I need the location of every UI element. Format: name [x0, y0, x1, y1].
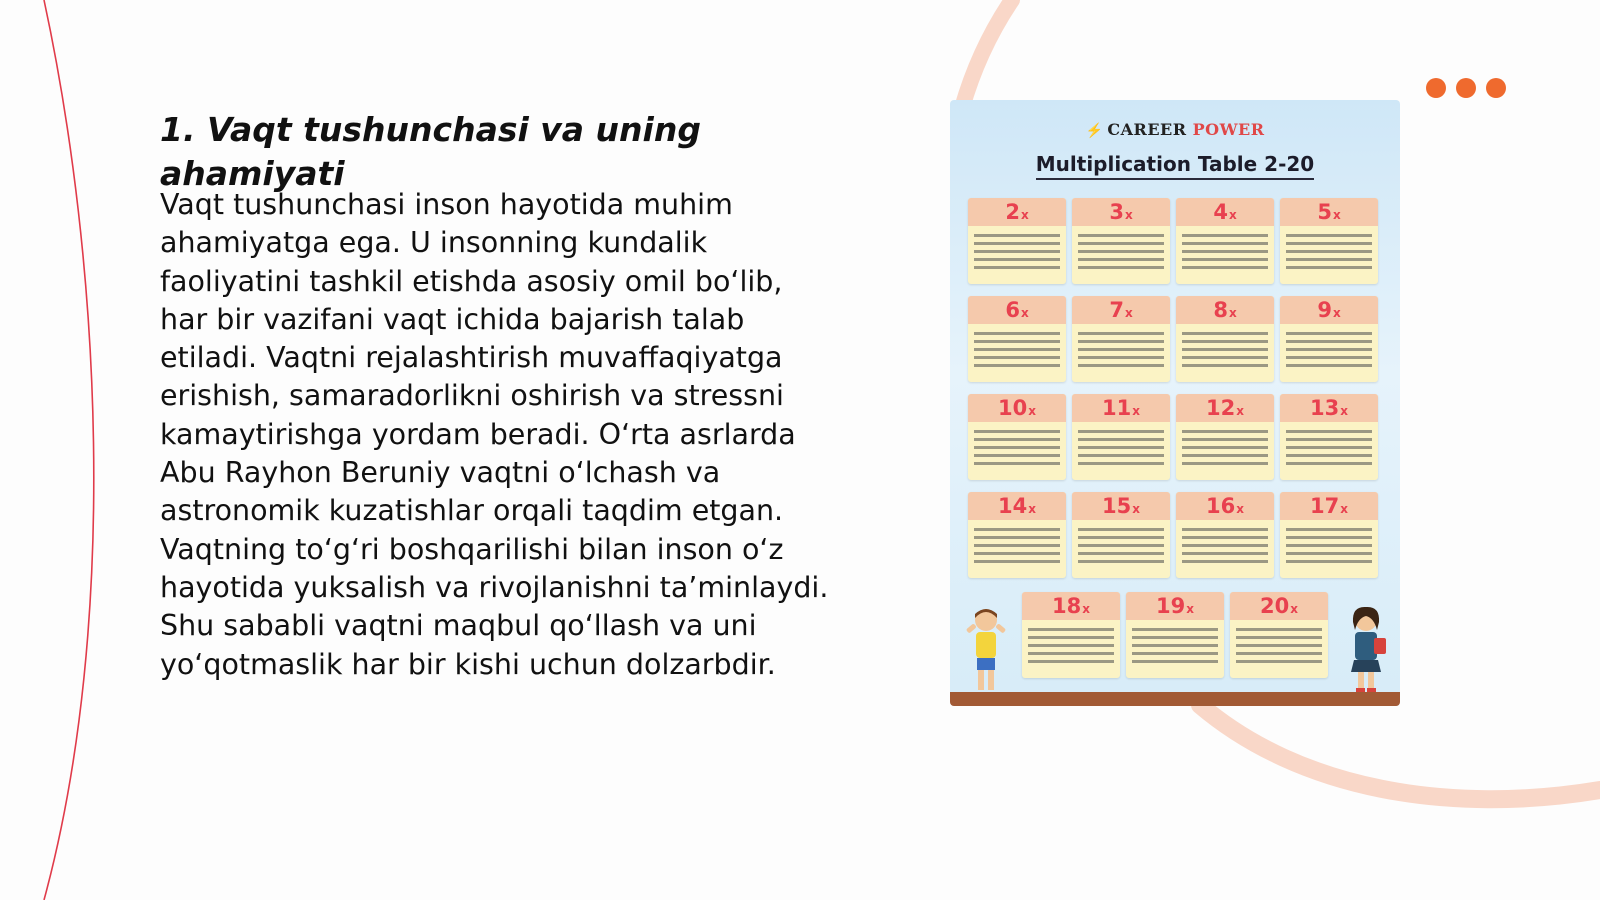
table-row-line — [1182, 454, 1268, 457]
table-row-line — [1182, 552, 1268, 555]
dot — [1486, 78, 1506, 98]
times-table-rows — [1176, 226, 1274, 277]
table-row-line — [1078, 332, 1164, 335]
table-row-line — [1182, 544, 1268, 547]
table-row-line — [1078, 258, 1164, 261]
table-row-line — [1286, 454, 1372, 457]
times-table-cell — [968, 296, 1066, 382]
table-row-line — [1286, 266, 1372, 269]
times-table-number: 10x — [968, 394, 1066, 422]
table-row-line — [1236, 644, 1322, 647]
table-row-line — [1182, 250, 1268, 253]
decorative-dots — [1426, 78, 1506, 98]
table-row-line — [974, 242, 1060, 245]
table-row-line — [1078, 446, 1164, 449]
times-table-cell — [968, 492, 1066, 578]
table-row-line — [974, 340, 1060, 343]
times-table-cell — [1072, 296, 1170, 382]
times-mark: x — [1124, 208, 1133, 222]
times-table-cell — [1176, 198, 1274, 284]
times-table-cell — [1230, 592, 1328, 678]
table-row-line — [974, 364, 1060, 367]
times-table-rows — [1022, 620, 1120, 671]
table-row-line — [1078, 356, 1164, 359]
times-mark: x — [1290, 602, 1298, 616]
times-table-cell — [968, 394, 1066, 480]
times-table-rows — [1126, 620, 1224, 671]
times-table-rows — [1280, 520, 1378, 571]
table-row-line — [1182, 528, 1268, 531]
times-table-cell — [1280, 296, 1378, 382]
table-row-line — [1286, 258, 1372, 261]
table-row-line — [1182, 266, 1268, 269]
table-row-line — [1286, 544, 1372, 547]
times-mark: x — [1340, 404, 1348, 418]
times-table-rows — [1072, 422, 1170, 473]
times-mark: x — [1020, 306, 1029, 320]
table-row-line — [974, 462, 1060, 465]
table-row-line — [1028, 628, 1114, 631]
times-table-rows — [1280, 422, 1378, 473]
times-table-rows — [1072, 520, 1170, 571]
table-row-line — [1286, 446, 1372, 449]
table-row-line — [1132, 628, 1218, 631]
times-table-number: 15x — [1072, 492, 1170, 520]
table-row-line — [974, 560, 1060, 563]
table-row-line — [974, 446, 1060, 449]
times-table-rows — [968, 226, 1066, 277]
table-row-line — [974, 250, 1060, 253]
times-mark: x — [1028, 502, 1036, 516]
times-table-number: 17x — [1280, 492, 1378, 520]
times-table-rows — [1280, 226, 1378, 277]
times-mark: x — [1340, 502, 1348, 516]
table-row-line — [1132, 652, 1218, 655]
times-table-rows — [968, 520, 1066, 571]
times-table-cell — [1072, 198, 1170, 284]
times-table-number: 11x — [1072, 394, 1170, 422]
dot — [1456, 78, 1476, 98]
table-row-line — [1236, 660, 1322, 663]
boy-illustration-icon — [964, 606, 1008, 696]
table-row-line — [974, 438, 1060, 441]
table-row-line — [974, 332, 1060, 335]
times-table-number: 12x — [1176, 394, 1274, 422]
times-table-rows — [1230, 620, 1328, 671]
times-table-rows — [1072, 226, 1170, 277]
table-row-line — [1028, 660, 1114, 663]
table-row-line — [974, 258, 1060, 261]
times-table-rows — [1280, 324, 1378, 375]
times-mark: x — [1082, 602, 1090, 616]
table-row-line — [974, 528, 1060, 531]
table-row-line — [1182, 430, 1268, 433]
table-row-line — [1132, 644, 1218, 647]
times-table-number: 19x — [1126, 592, 1224, 620]
table-row-line — [1236, 628, 1322, 631]
table-row-line — [1286, 250, 1372, 253]
table-row-line — [1286, 332, 1372, 335]
table-row-line — [1182, 438, 1268, 441]
table-row-line — [1028, 636, 1114, 639]
times-table-number: 6x — [968, 296, 1066, 324]
left-curve-line — [44, 0, 94, 900]
times-table-number: 14x — [968, 492, 1066, 520]
table-row-line — [974, 454, 1060, 457]
table-row-line — [1286, 348, 1372, 351]
table-row-line — [1078, 364, 1164, 367]
table-row-line — [1286, 234, 1372, 237]
times-table-cell — [1072, 492, 1170, 578]
table-row-line — [1286, 340, 1372, 343]
table-row-line — [1286, 528, 1372, 531]
table-row-line — [974, 536, 1060, 539]
table-row-line — [974, 552, 1060, 555]
times-table-cell — [1280, 198, 1378, 284]
times-mark: x — [1186, 602, 1194, 616]
table-row-line — [1078, 250, 1164, 253]
table-row-line — [1286, 430, 1372, 433]
times-table-number: 2x — [968, 198, 1066, 226]
table-row-line — [1078, 438, 1164, 441]
times-table-cell — [1176, 296, 1274, 382]
times-table-number: 4x — [1176, 198, 1274, 226]
table-row-line — [1182, 536, 1268, 539]
table-row-line — [1078, 430, 1164, 433]
peach-arc-bottom — [1200, 705, 1600, 799]
dot — [1426, 78, 1446, 98]
table-row-line — [974, 348, 1060, 351]
table-row-line — [1182, 560, 1268, 563]
table-row-line — [1078, 266, 1164, 269]
table-row-line — [1078, 528, 1164, 531]
times-mark: x — [1236, 404, 1244, 418]
times-table-cell — [1072, 394, 1170, 480]
times-table-rows — [1176, 520, 1274, 571]
table-row-line — [1236, 652, 1322, 655]
table-row-line — [1132, 636, 1218, 639]
table-row-line — [1286, 242, 1372, 245]
slide-body-text: Vaqt tushunchasi inson hayotida muhim ahamiyatga ega. U insonning kundalik faoliyatini tashkil etishda asosiy omil bo‘lib, har bir vazifani vaqt ichida bajarish talab etiladi. Vaqtni rejalashtirish muvaffaqiyatga erishish, samaradorlikni oshirish va stressni kamaytirishga yordam beradi. O‘rta asrlarda Abu Rayhon Beruniy vaqtni o‘lchash va astronomik kuzatishlar orqali taqdim etgan. Vaqtning to‘g‘ri boshqarilishi bilan inson o‘z hayotida yuksalish va rivojlanishni ta’minlaydi. Shu sababli vaqtni maqbul qo‘llash va uni yo‘qotmaslik har bir kishi uchun dolzarbdir. — [160, 188, 829, 681]
table-row-line — [1286, 560, 1372, 563]
times-mark: x — [1228, 306, 1237, 320]
table-row-line — [1182, 340, 1268, 343]
times-table-cell — [1280, 492, 1378, 578]
table-row-line — [1182, 446, 1268, 449]
times-table-number: 3x — [1072, 198, 1170, 226]
brand-name-left: CAREER — [1107, 120, 1187, 139]
table-row-line — [974, 356, 1060, 359]
times-table-number: 20x — [1230, 592, 1328, 620]
table-row-line — [1286, 536, 1372, 539]
table-row-line — [1078, 552, 1164, 555]
slide-title: 1. Vaqt tushunchasi va uning ahamiyati — [160, 110, 701, 193]
brand-name-right: POWER — [1192, 120, 1265, 139]
times-table-rows — [1072, 324, 1170, 375]
times-table-cell — [1176, 492, 1274, 578]
table-row-line — [1078, 340, 1164, 343]
table-row-line — [1182, 258, 1268, 261]
times-mark: x — [1132, 404, 1140, 418]
table-row-line — [1028, 644, 1114, 647]
brand-logo-icon: ⚡ — [1085, 123, 1104, 139]
times-table-number: 9x — [1280, 296, 1378, 324]
table-row-line — [1078, 234, 1164, 237]
table-row-line — [1182, 356, 1268, 359]
table-row-line — [1028, 652, 1114, 655]
poster-title — [950, 152, 1400, 176]
table-row-line — [1132, 660, 1218, 663]
table-row-line — [1078, 348, 1164, 351]
girl-illustration-icon — [1344, 606, 1388, 696]
table-row-line — [974, 266, 1060, 269]
times-mark: x — [1124, 306, 1133, 320]
table-row-line — [1286, 462, 1372, 465]
table-row-line — [1078, 544, 1164, 547]
table-row-line — [1286, 364, 1372, 367]
table-row-line — [1236, 636, 1322, 639]
table-row-line — [1286, 438, 1372, 441]
table-row-line — [1286, 552, 1372, 555]
table-row-line — [1078, 462, 1164, 465]
table-row-line — [1078, 536, 1164, 539]
times-mark: x — [1020, 208, 1029, 222]
times-mark: x — [1132, 502, 1140, 516]
times-table-rows — [1176, 324, 1274, 375]
poster-brand — [950, 120, 1400, 139]
table-row-line — [1078, 454, 1164, 457]
peach-arc — [962, 0, 1012, 108]
times-table-rows — [968, 324, 1066, 375]
table-row-line — [974, 544, 1060, 547]
table-row-line — [1182, 332, 1268, 335]
table-row-line — [1182, 364, 1268, 367]
times-mark: x — [1228, 208, 1237, 222]
times-table-cell — [1022, 592, 1120, 678]
table-row-line — [1078, 560, 1164, 563]
table-row-line — [1078, 242, 1164, 245]
multiplication-table-poster — [950, 100, 1400, 706]
times-table-cell — [1126, 592, 1224, 678]
table-row-line — [1182, 348, 1268, 351]
table-row-line — [1286, 356, 1372, 359]
times-table-number: 7x — [1072, 296, 1170, 324]
times-table-number: 16x — [1176, 492, 1274, 520]
times-mark: x — [1332, 208, 1341, 222]
times-mark: x — [1332, 306, 1341, 320]
times-table-rows — [1176, 422, 1274, 473]
times-table-rows — [968, 422, 1066, 473]
table-row-line — [974, 234, 1060, 237]
poster-ground — [950, 692, 1400, 706]
times-table-number: 8x — [1176, 296, 1274, 324]
poster-title-text: Multiplication Table 2-20 — [1036, 152, 1314, 180]
times-table-number: 18x — [1022, 592, 1120, 620]
table-row-line — [974, 430, 1060, 433]
times-table-number: 13x — [1280, 394, 1378, 422]
table-row-line — [1182, 462, 1268, 465]
times-mark: x — [1028, 404, 1036, 418]
table-row-line — [1182, 242, 1268, 245]
times-table-number: 5x — [1280, 198, 1378, 226]
times-table-cell — [1280, 394, 1378, 480]
times-mark: x — [1236, 502, 1244, 516]
times-table-cell — [968, 198, 1066, 284]
times-table-cell — [1176, 394, 1274, 480]
table-row-line — [1182, 234, 1268, 237]
